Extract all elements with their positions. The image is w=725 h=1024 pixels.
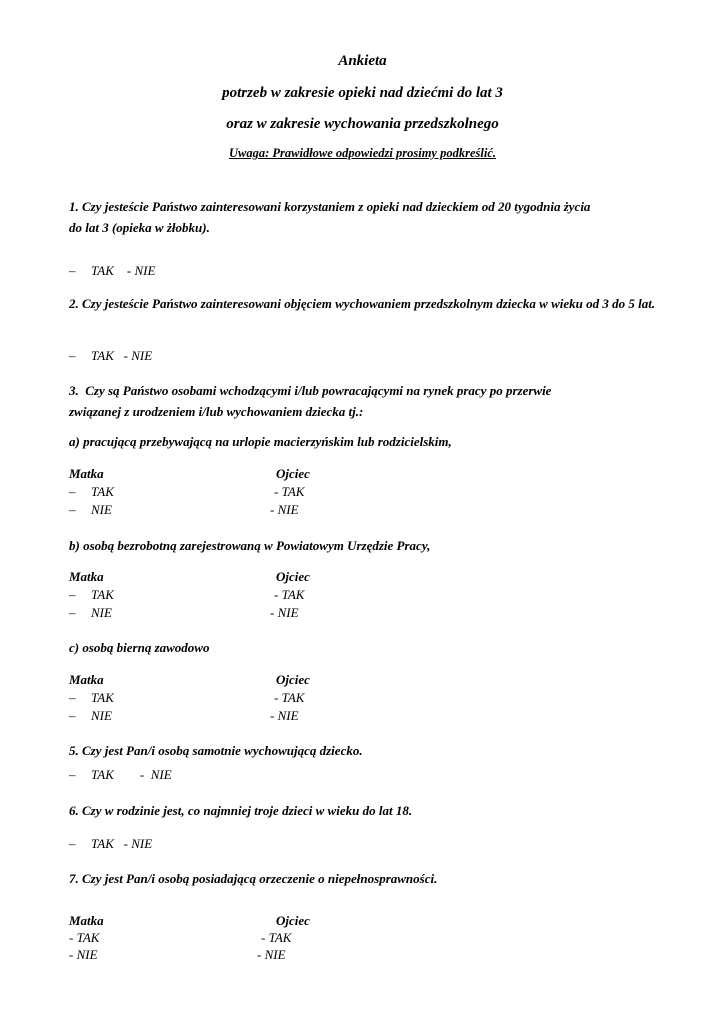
matka-nie[interactable]: - NIE <box>69 947 98 962</box>
question-1 <box>69 196 659 238</box>
ojciec-tak[interactable]: - TAK <box>274 690 305 705</box>
question-1-line-1: 1. Czy jesteście Państwo zainteresowani korzystaniem z opieki nad dzieckiem od 20 tygodnia życia <box>69 199 591 214</box>
question-7: 7. Czy jest Pan/i osobą posiadającą orzeczenie o niepełnosprawności. <box>69 871 438 886</box>
matka-nie[interactable]: – NIE <box>69 502 112 517</box>
ojciec-tak[interactable]: - TAK <box>261 930 292 945</box>
dash-icon: – <box>69 605 76 620</box>
question-2: 2. Czy jesteście Państwo zainteresowani objęciem wychowaniem przedszkolnym dziecka w wieku od 3 do 5 lat. <box>69 296 656 311</box>
question-3c: c) osobą bierną zawodowo <box>69 640 210 655</box>
matka-tak[interactable]: - TAK <box>69 930 100 945</box>
question-5: 5. Czy jest Pan/i osobą samotnie wychowującą dziecko. <box>69 743 363 758</box>
question-3a: a) pracującą przebywającą na urlopie macierzyńskim lub rodzicielskim, <box>69 434 452 449</box>
question-3-line-2: związanej z urodzeniem i/lub wychowaniem dziecka tj.: <box>69 404 364 419</box>
ojciec-label: Ojciec <box>276 672 310 687</box>
instruction-note: Uwaga: Prawidłowe odpowiedzi prosimy podkreślić. <box>228 146 496 160</box>
question-1-line-2: do lat 3 (opieka w żłobku). <box>69 220 210 235</box>
ojciec-nie[interactable]: - NIE <box>270 708 299 723</box>
question-1-answer[interactable]: – TAK - NIE <box>69 263 156 278</box>
question-6-answer[interactable]: – TAK - NIE <box>69 836 153 851</box>
dash-icon: – <box>69 263 76 278</box>
question-5-answer[interactable]: – TAK - NIE <box>69 767 172 782</box>
dash-icon: – <box>69 587 76 602</box>
dash-icon: – <box>69 484 76 499</box>
dash-icon: – <box>69 767 76 782</box>
ojciec-nie[interactable]: - NIE <box>257 947 286 962</box>
question-3 <box>69 380 659 422</box>
dash-icon: – <box>69 502 76 517</box>
dash-icon: – <box>69 690 76 705</box>
question-3-line-1: 3. Czy są Państwo osobami wchodzącymi i/lub powracającymi na rynek pracy po przerwie <box>69 383 552 398</box>
matka-tak[interactable]: – TAK <box>69 484 114 499</box>
matka-label: Matka <box>69 672 104 687</box>
matka-label: Matka <box>69 569 104 584</box>
ojciec-tak[interactable]: - TAK <box>274 587 305 602</box>
ojciec-label: Ojciec <box>276 913 310 928</box>
ojciec-nie[interactable]: - NIE <box>270 605 299 620</box>
ojciec-nie[interactable]: - NIE <box>270 502 299 517</box>
question-6: 6. Czy w rodzinie jest, co najmniej troje dzieci w wieku do lat 18. <box>69 803 413 818</box>
dash-icon: – <box>69 348 76 363</box>
dash-icon: – <box>69 836 76 851</box>
matka-label: Matka <box>69 466 104 481</box>
survey-subtitle-2: oraz w zakresie wychowania przedszkolnego <box>226 116 499 132</box>
matka-label: Matka <box>69 913 104 928</box>
matka-tak[interactable]: – TAK <box>69 587 114 602</box>
ojciec-tak[interactable]: - TAK <box>274 484 305 499</box>
question-3b: b) osobą bezrobotną zarejestrowaną w Powiatowym Urzędzie Pracy, <box>69 538 431 553</box>
dash-icon: – <box>69 708 76 723</box>
ojciec-label: Ojciec <box>276 466 310 481</box>
matka-tak[interactable]: – TAK <box>69 690 114 705</box>
question-2-answer[interactable]: – TAK - NIE <box>69 348 153 363</box>
survey-subtitle-1: potrzeb w zakresie opieki nad dziećmi do lat 3 <box>222 85 503 101</box>
ojciec-label: Ojciec <box>276 569 310 584</box>
matka-nie[interactable]: – NIE <box>69 605 112 620</box>
survey-title: Ankieta <box>338 53 387 69</box>
matka-nie[interactable]: – NIE <box>69 708 112 723</box>
